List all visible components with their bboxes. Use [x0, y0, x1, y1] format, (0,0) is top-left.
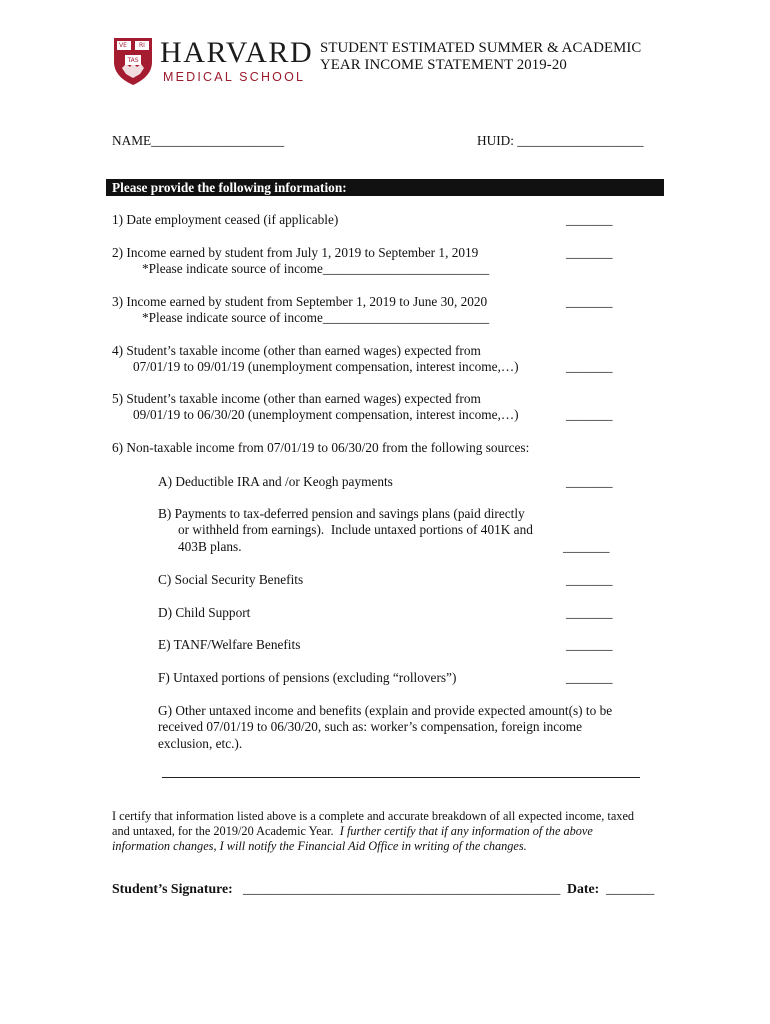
- item-1-blank[interactable]: _______: [566, 212, 613, 227]
- signature-label: Student’s Signature:: [112, 881, 233, 896]
- item-5-label-line-2: 09/01/19 to 06/30/20 (unemployment compensation, interest income,…): [133, 407, 519, 422]
- item-6e-blank[interactable]: _______: [566, 637, 613, 652]
- item-6a-blank[interactable]: _______: [566, 474, 613, 489]
- certify-line-2-plain: and untaxed, for the 2019/20 Academic Year.: [112, 824, 340, 838]
- item-3-source-field[interactable]: *Please indicate source of income_________________________: [142, 310, 490, 325]
- shield-text-ri: RI: [139, 42, 145, 49]
- item-4-blank[interactable]: _______: [566, 359, 613, 374]
- item-6f-label: F) Untaxed portions of pensions (excluding “rollovers”): [158, 670, 457, 685]
- date-line[interactable]: _______: [606, 881, 655, 896]
- item-6b-label-line-3: 403B plans.: [178, 539, 242, 554]
- item-6b-label-line-1: B) Payments to tax-deferred pension and savings plans (paid directly: [158, 506, 525, 521]
- shield-text-tas: TAS: [127, 57, 139, 64]
- item-3-label: 3) Income earned by student from September 1, 2019 to June 30, 2020: [112, 294, 488, 309]
- item-4-label-line-1: 4) Student’s taxable income (other than earned wages) expected from: [112, 343, 481, 358]
- item-6a-label: A) Deductible IRA and /or Keogh payments: [158, 474, 393, 489]
- item-6g-label-line-1: G) Other untaxed income and benefits (explain and provide expected amount(s) to be: [158, 703, 613, 718]
- item-2-source-field[interactable]: *Please indicate source of income_________________________: [142, 261, 490, 276]
- item-2-blank[interactable]: _______: [566, 245, 613, 260]
- shield-text-ve: VE: [119, 42, 127, 49]
- item-6d-blank[interactable]: _______: [566, 605, 613, 620]
- certify-line-2-italic: I further certify that if any information of the above: [339, 824, 593, 838]
- harvard-logo: [112, 36, 314, 88]
- certify-line-1: I certify that information listed above is a complete and accurate breakdown of all expected income, taxed: [112, 809, 635, 823]
- huid-field[interactable]: HUID: ___________________: [477, 133, 644, 148]
- item-6d-label: D) Child Support: [158, 605, 251, 620]
- item-6-label: 6) Non-taxable income from 07/01/19 to 06/30/20 from the following sources:: [112, 440, 530, 455]
- signature-line[interactable]: ______________________________________________: [243, 881, 561, 896]
- item-6b-label-line-2: or withheld from earnings). Include untaxed portions of 401K and: [178, 522, 533, 537]
- item-6g-explanation-line[interactable]: [162, 777, 640, 778]
- item-6c-label: C) Social Security Benefits: [158, 572, 304, 587]
- section-header-bar: [106, 179, 664, 196]
- form-title-line-2: YEAR INCOME STATEMENT 2019-20: [320, 57, 567, 73]
- name-field[interactable]: NAME____________________: [112, 133, 285, 148]
- certify-line-2: [112, 824, 593, 839]
- item-6b-blank[interactable]: _______: [563, 539, 610, 554]
- item-6g-label-line-2: received 07/01/19 to 06/30/20, such as: worker’s compensation, foreign income: [158, 719, 583, 734]
- item-1-date-employment-ceased: 1) Date employment ceased (if applicable): [112, 212, 339, 227]
- logo-medical-school: MEDICAL SCHOOL: [163, 70, 306, 84]
- certify-line-3: information changes, I will notify the Financial Aid Office in writing of the changes.: [112, 839, 527, 853]
- section-header-text: Please provide the following information:: [112, 180, 347, 195]
- item-4-label-line-2: 07/01/19 to 09/01/19 (unemployment compensation, interest income,…): [133, 359, 519, 374]
- item-6g-label-line-3: exclusion, etc.).: [158, 736, 243, 751]
- item-6c-blank[interactable]: _______: [566, 572, 613, 587]
- logo-harvard-word: HARVARD: [160, 36, 314, 69]
- item-5-blank[interactable]: _______: [566, 407, 613, 422]
- date-label: Date:: [567, 881, 600, 896]
- item-2-label: 2) Income earned by student from July 1, 2019 to September 1, 2019: [112, 245, 479, 260]
- item-3-blank[interactable]: _______: [566, 294, 613, 309]
- item-6e-label: E) TANF/Welfare Benefits: [158, 637, 301, 652]
- form-title-line-1: STUDENT ESTIMATED SUMMER & ACADEMIC: [320, 40, 642, 56]
- item-6f-blank[interactable]: _______: [566, 670, 613, 685]
- item-5-label-line-1: 5) Student’s taxable income (other than earned wages) expected from: [112, 391, 481, 406]
